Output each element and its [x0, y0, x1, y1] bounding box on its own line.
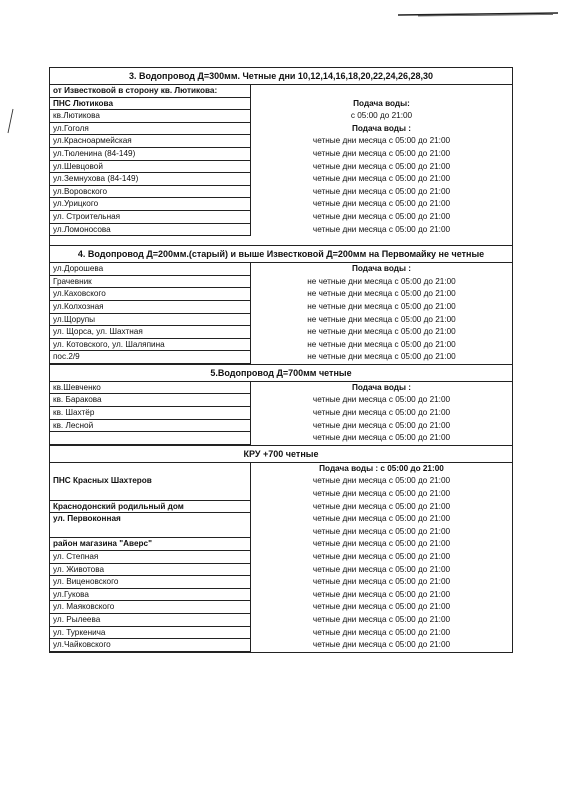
schedule-cell: не четные дни месяца с 05:00 до 21:00	[250, 326, 512, 339]
table-row	[50, 432, 512, 445]
address-cell: ул. Маяковского	[50, 601, 250, 614]
table-row	[50, 135, 512, 148]
section-rows	[50, 382, 512, 445]
table-row	[50, 526, 512, 539]
schedule-cell: четные дни месяца с 05:00 до 21:00	[250, 186, 512, 199]
schedule-cell: не четные дни месяца с 05:00 до 21:00	[250, 351, 512, 364]
schedule-cell: четные дни месяца с 05:00 до 21:00	[250, 576, 512, 589]
address-cell: ул.Каховского	[50, 288, 250, 301]
address-cell: ул. Степная	[50, 551, 250, 564]
schedule-cell: Подача воды : с 05:00 до 21:00	[250, 463, 512, 476]
schedule-cell: четные дни месяца с 05:00 до 21:00	[250, 639, 512, 652]
table-row	[50, 538, 512, 551]
water-schedule-table	[49, 67, 513, 653]
table-row	[50, 224, 512, 237]
address-cell: от Известковой в сторону кв. Лютикова:	[50, 85, 250, 98]
address-cell: Краснодонский родильный дом	[50, 501, 250, 514]
address-cell: пос.2/9	[50, 351, 250, 364]
schedule-cell: Подача воды :	[250, 382, 512, 395]
schedule-cell: четные дни месяца с 05:00 до 21:00	[250, 538, 512, 551]
table-row	[50, 551, 512, 564]
schedule-cell: с 05:00 до 21:00	[250, 110, 512, 123]
table-row	[50, 123, 512, 136]
schedule-cell: четные дни месяца с 05:00 до 21:00	[250, 173, 512, 186]
table-row	[50, 407, 512, 420]
table-row	[50, 501, 512, 514]
address-cell: кв.Шевченко	[50, 382, 250, 395]
address-cell: ул. Рылеева	[50, 614, 250, 627]
address-cell: ул.Урицкого	[50, 198, 250, 211]
table-row	[50, 614, 512, 627]
schedule-cell: четные дни месяца с 05:00 до 21:00	[250, 420, 512, 433]
address-cell: ул.Красноармейская	[50, 135, 250, 148]
scan-line-mark	[398, 11, 558, 17]
address-cell: ПНС Красных Шахтеров	[53, 476, 152, 486]
section-title: 5.Водопровод Д=700мм четные	[50, 364, 512, 382]
table-row	[50, 263, 512, 276]
address-cell: ПНС Лютикова	[50, 98, 250, 111]
table-row	[50, 564, 512, 577]
table-row	[50, 420, 512, 433]
address-cell	[50, 488, 250, 501]
schedule-cell: четные дни месяца с 05:00 до 21:00	[250, 564, 512, 577]
address-cell: ул.Гукова	[50, 589, 250, 602]
schedule-cell	[250, 85, 512, 98]
schedule-cell: четные дни месяца с 05:00 до 21:00	[250, 488, 512, 501]
schedule-cell: четные дни месяца с 05:00 до 21:00	[250, 407, 512, 420]
address-cell	[50, 463, 250, 476]
section-gap	[50, 236, 512, 245]
schedule-cell: четные дни месяца с 05:00 до 21:00	[250, 614, 512, 627]
schedule-cell: четные дни месяца с 05:00 до 21:00	[250, 601, 512, 614]
table-row	[50, 463, 512, 476]
address-cell	[50, 526, 250, 539]
address-cell: ул.Шевцовой	[50, 161, 250, 174]
address-cell: ул. Первоконная	[53, 514, 121, 524]
section-title: 3. Водопровод Д=300мм. Четные дни 10,12,14,16,18,20,22,24,26,28,30	[50, 68, 512, 85]
address-cell: кв. Баракова	[50, 394, 250, 407]
table-row	[50, 314, 512, 327]
schedule-cell: четные дни месяца с 05:00 до 21:00	[250, 394, 512, 407]
address-cell: кв. Лесной	[50, 420, 250, 433]
table-row	[50, 276, 512, 289]
table-row	[50, 576, 512, 589]
address-cell: ул.Колхозная	[50, 301, 250, 314]
table-row	[50, 186, 512, 199]
table-row	[50, 475, 512, 488]
schedule-cell: не четные дни месяца с 05:00 до 21:00	[250, 339, 512, 352]
schedule-cell: четные дни месяца с 05:00 до 21:00	[250, 526, 512, 539]
schedule-cell: не четные дни месяца с 05:00 до 21:00	[250, 314, 512, 327]
schedule-cell: четные дни месяца с 05:00 до 21:00	[250, 551, 512, 564]
schedule-cell: четные дни месяца с 05:00 до 21:00	[250, 135, 512, 148]
table-row	[50, 351, 512, 364]
schedule-cell: четные дни месяца с 05:00 до 21:00	[250, 589, 512, 602]
address-cell: район магазина "Аверс"	[50, 538, 250, 551]
schedule-cell: четные дни месяца с 05:00 до 21:00	[250, 627, 512, 640]
schedule-cell: не четные дни месяца с 05:00 до 21:00	[250, 288, 512, 301]
schedule-cell: четные дни месяца с 05:00 до 21:00	[250, 513, 512, 526]
table-row	[50, 148, 512, 161]
table-row	[50, 326, 512, 339]
schedule-cell: Подача воды :	[250, 123, 512, 136]
schedule-cell: Подача воды:	[250, 98, 512, 111]
address-cell: ул. Виценовского	[50, 576, 250, 589]
table-row	[50, 339, 512, 352]
address-cell: ул. Щорса, ул. Шахтная	[50, 326, 250, 339]
pen-mark	[4, 108, 16, 134]
address-cell	[50, 432, 250, 445]
table-row	[50, 85, 512, 98]
table-row	[50, 639, 512, 652]
address-cell: ул.Земнухова (84-149)	[50, 173, 250, 186]
schedule-cell: четные дни месяца с 05:00 до 21:00	[250, 211, 512, 224]
address-cell: ул.Ломоносова	[50, 224, 250, 237]
table-row	[50, 394, 512, 407]
table-row	[50, 288, 512, 301]
table-row	[50, 301, 512, 314]
table-row	[50, 161, 512, 174]
address-cell: ул.Чайковского	[50, 639, 250, 652]
section-rows	[50, 263, 512, 364]
table-row	[50, 98, 512, 111]
schedule-cell: четные дни месяца с 05:00 до 21:00	[250, 501, 512, 514]
table-row	[50, 198, 512, 211]
address-cell: ул.Щорупы	[50, 314, 250, 327]
address-cell: ул. Строительная	[50, 211, 250, 224]
schedule-cell: Подача воды :	[250, 263, 512, 276]
schedule-cell: не четные дни месяца с 05:00 до 21:00	[250, 301, 512, 314]
table-row	[50, 211, 512, 224]
schedule-cell: четные дни месяца с 05:00 до 21:00	[250, 432, 512, 445]
schedule-cell: четные дни месяца с 05:00 до 21:00	[250, 475, 512, 488]
table-row	[50, 601, 512, 614]
address-cell: ул. Животова	[50, 564, 250, 577]
table-row	[50, 382, 512, 395]
address-cell: ул.Воровского	[50, 186, 250, 199]
address-cell: ул.Дорошева	[50, 263, 250, 276]
address-cell: кв. Шахтёр	[50, 407, 250, 420]
schedule-cell: четные дни месяца с 05:00 до 21:00	[250, 148, 512, 161]
table-row	[50, 627, 512, 640]
address-cell: Грачевник	[50, 276, 250, 289]
table-row	[50, 589, 512, 602]
section-title: КРУ +700 четные	[50, 445, 512, 463]
address-cell: ул. Туркенича	[50, 627, 250, 640]
table-row	[50, 488, 512, 501]
schedule-cell: не четные дни месяца с 05:00 до 21:00	[250, 276, 512, 289]
section-rows	[50, 463, 512, 653]
table-row	[50, 173, 512, 186]
address-cell: ул.Тюленина (84-149)	[50, 148, 250, 161]
section-rows	[50, 85, 512, 236]
address-cell: кв.Лютикова	[50, 110, 250, 123]
schedule-cell: четные дни месяца с 05:00 до 21:00	[250, 224, 512, 237]
table-row	[50, 513, 512, 526]
schedule-cell: четные дни месяца с 05:00 до 21:00	[250, 198, 512, 211]
address-cell: ул. Котовского, ул. Шаляпина	[50, 339, 250, 352]
section-title: 4. Водопровод Д=200мм.(старый) и выше Известковой Д=200мм на Первомайку не четные	[50, 245, 512, 263]
address-cell: ул.Гоголя	[50, 123, 250, 136]
table-row	[50, 110, 512, 123]
schedule-cell: четные дни месяца с 05:00 до 21:00	[250, 161, 512, 174]
